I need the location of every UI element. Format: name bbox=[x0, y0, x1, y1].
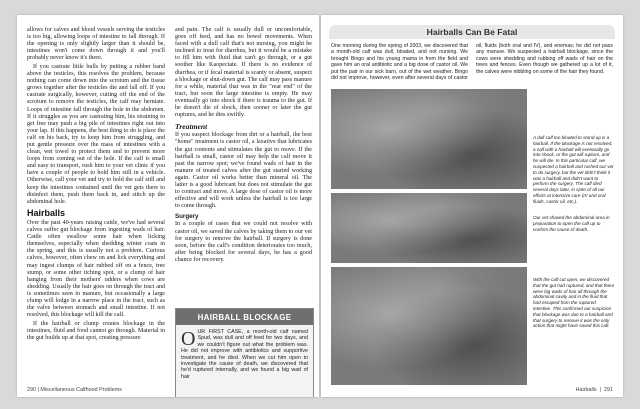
photo-caption: Our vet shaved the abdominal area in preparation to open the calf up to confirm the cause of death. bbox=[533, 215, 610, 232]
page-number: 291 bbox=[604, 387, 613, 393]
footer-separator: | bbox=[598, 387, 603, 393]
feature-title: Hairballs Can Be Fatal bbox=[329, 25, 615, 39]
sidebar-body bbox=[176, 325, 313, 384]
left-column bbox=[27, 27, 165, 344]
drop-cap: O bbox=[181, 328, 196, 350]
left-page bbox=[17, 15, 319, 397]
sidebar-title: HAIRBALL BLOCKAGE bbox=[176, 309, 313, 325]
right-page bbox=[321, 15, 623, 397]
paragraph: If you castrate little bulls by putting a rubber band above the testicles, this resolves the problem, because nothing can come down into the scrotum and the tissue grows together after the testicles die and fall off. If you castrate surgically, however, cutting off the end of the scrotum to remove the testicles, the calf may herniate. Loops of intestine fall through the hole in the abdomen. If it struggles as you are castrating him, his straining to get free may push a big pile of intestines right out into your lap. If this happens, the best thing to do is place the calf on his back, try to keep him from struggling, and put gentle pressure over the mass of intestines with a clean, wet towel to protect them and to prevent more loops from coming out of the hole. If the calf is small and easy to transport, rush him to your vet clinic if you have a couple of people to hold him still in a vehicle. Otherwise, call your vet and try to hold the calf still and keep the intestines contained until the vet gets there to disinfect them, push them back in, and stitch up the abdominal hole. bbox=[27, 63, 165, 205]
paragraph: In a couple of cases that we could not resolve with castor oil, we saved the calves by taking them to our vet for surgery to remove the hairball. If surgery is done soon, before the calf's condition deteriorates too much, after being blocked for several days, he has a good chance for recovery. bbox=[175, 221, 312, 263]
sidebar-text: UR FIRST CASE, a month-old calf named Spud, was dull and off feed for two days, and we couldn't figure out what the problem was. He did not improve with antibiotics and supportive treatment, and he died. When we cut him open to investigate the cause of death, we discovered that he'd ruptured internally, and we found a big wad of hair bbox=[181, 329, 308, 380]
photo-caption: With the calf cut open, we discovered that the gut had ruptured, and that there were big wads of hair all through the abdominal cavity and in the fluid that had escaped from the ruptured intestine. This confirmed our suspicion that blockage was due to a hairball and that surgery to remove it was the only action that might have saved this calf. bbox=[533, 277, 615, 329]
treatment-heading: Treatment bbox=[175, 122, 208, 132]
hairball-blockage-sidebar bbox=[175, 308, 314, 397]
page-footer: 290 | Miscellaneous Calfhood Problems bbox=[27, 387, 122, 393]
surgery-heading: Surgery bbox=[175, 213, 199, 221]
footer-section: Hairballs bbox=[575, 387, 597, 393]
paragraph: and pain. The calf is usually dull or uncomfortable, goes off feed, and has no bowel movements. When faced with a dull calf that's not nursing, you might be inclined to treat for diarrhea, but it would be a mistake to fill him with fluid that can't go through, or a gut soother like Kaopectate. If there is no evidence of diarrhea, or if fecal material is scanty or absent, suspect a blockage or shut-down gut. The calf may pass manure for a while, material that was in the "rear end" of the tract, but soon the large intestine is empty. He may eventually go into shock if there is trauma to the gut. If he doesn't die of shock, then sooner or later the gut ruptures, and he dies swiftly. bbox=[175, 27, 312, 119]
surgery-photo bbox=[331, 193, 527, 263]
paragraph: If you suspect blockage from dirt or a hairball, the best "home" treatment is castor oil, a laxative that lubricates the gut contents and stimulates the gut to move. If the hairball is small, castor oil may help the calf move it past the narrow spot; we've found wads of hair in the manure of treated calves after the gut started working again. Castor oil works better than mineral oil. The latter is a good lubricant but does not stimulate the gut to contract and move. A large dose of castor oil is more effective and will work unless the hairball is too large to come through. bbox=[175, 132, 312, 210]
feature-intro: One morning during the spring of 2003, we discovered that a month-old calf was dull, bloated, and not nursing. We brought Bingo and his young mama in from the field and gave him an oral antibiotic and a big dose of castor oil. We put the pair in our sick barn, out of the wet weather. Bingo did not improve, however, even after several days of castor oil, fluids (both oral and IV), and enemas; he did not pass any manure. We suspected a hairball blockage, since the cows were shedding and rubbing off wads of hair on the trees and fences. Even though we gathered up a lot of it, the calves were nibbling on some of the hair they found. bbox=[331, 43, 613, 82]
hairballs-heading: Hairballs bbox=[27, 207, 66, 218]
page-footer bbox=[576, 387, 613, 393]
paragraph: If the hairball or clump creates blockage in the intestines, fluid and food cannot go through. Material in the gut builds up at that spot, creating pressure bbox=[27, 320, 165, 341]
opened-calf-photo bbox=[331, 267, 527, 385]
calf-photo bbox=[331, 89, 527, 189]
paragraph: allows for calves and blood vessels serving the testicles is too big, allowing loops of intestine to fall through. If the opening is only slightly larger than it should be, intestines won't come down through it and you'll probably never know it's there. bbox=[27, 27, 165, 62]
photo-caption: A dull calf too bloated to stand up is a hairball. If the blockage is not resolved, a calf with a hairball will eventually go into shock, or the gut will rupture, and he will die. In this particular calf, we suspected a hairball and rushed our vet to do surgery, but the vet didn't think it was a hairball and didn't want to perform the surgery. The calf died several days later, in spite of all our efforts at intensive care (IV and oral fluids, castor oil, etc.). bbox=[533, 135, 614, 204]
right-column bbox=[175, 27, 312, 266]
paragraph: Over the past 40-years raising cattle, we've had several calves suffer gut blockage from ingesting wads of hair. Cattle often swallow some hair when licking themselves, especially when shedding winter coats in the spring, and this is usually not a problem. Curious calves, however, often chew on and lick everything and may ingest clumps of hair rubbed off on a fence, tree stump, or some other itching spot, or a clump of hair hanging from their mothers' udders when cows are shedding. Usually the hair goes on through the tract and is sometimes seen in manure, but occasionally a large clump will lodge in a narrow place in the tract, such as the valve between stomach and small intestine. If not resolved, this blockage will kill the calf. bbox=[27, 219, 165, 319]
